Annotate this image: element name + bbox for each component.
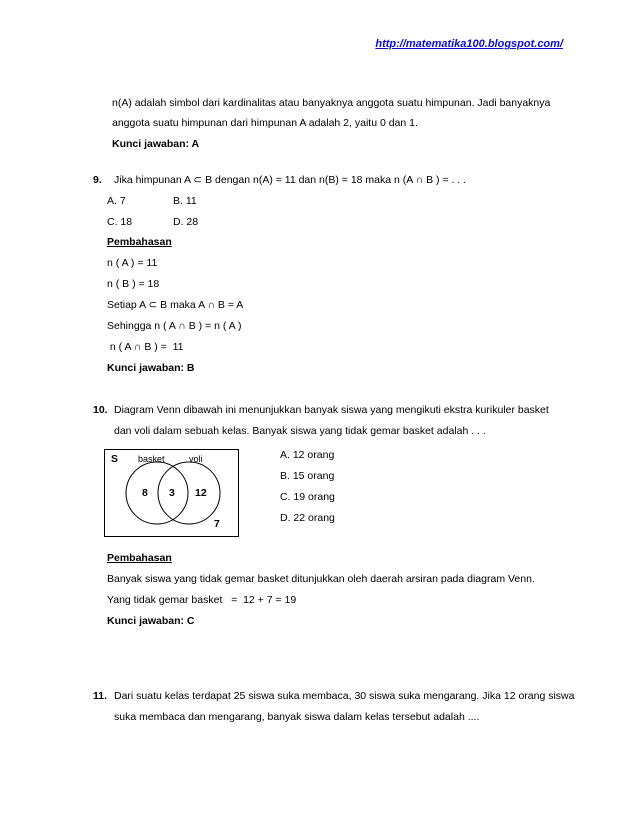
q9-option-a: A. 7 [107,195,126,207]
q9-option-b: B. 11 [173,195,197,207]
q10-option-d: D. 22 orang [280,512,335,524]
q9-step: Sehingga n ( A ∩ B ) = n ( A ) [107,320,242,332]
venn-universe-label: S [111,453,119,465]
prev-explanation-line-1: n(A) adalah simbol dari kardinalitas atau banyaknya anggota suatu himpunan. Jadi banyaknya [112,97,551,109]
prev-explanation-line-2: anggota suatu himpunan dari himpunan A adalah 2, yaitu 0 dan 1. [112,117,418,129]
venn-intersection-value: 3 [169,487,175,499]
venn-diagram [104,449,239,537]
q9-pembahasan-title: Pembahasan [107,236,172,248]
q11-question-line-2: suka membaca dan mengarang, banyak siswa dalam kelas tersebut adalah .... [114,711,480,723]
q10-number: 10. [93,404,108,416]
q9-step: n ( A ) = 11 [107,257,158,269]
venn-circle-basket [126,462,188,524]
venn-only-basket-value: 8 [142,487,148,499]
q9-step: n ( B ) = 18 [107,278,160,290]
header-url-link[interactable]: http://matematika100.blogspot.com/ [375,38,563,50]
q10-pembahasan-title: Pembahasan [107,552,172,564]
venn-only-voli-value: 12 [195,487,207,499]
q9-number: 9. [93,174,102,186]
q11-question-line-1: Dari suatu kelas terdapat 25 siswa suka membaca, 30 siswa suka mengarang. Jika 12 orang siswa [114,690,575,702]
venn-voli-label: voli [189,454,203,464]
q10-question-line-1: Diagram Venn dibawah ini menunjukkan banyak siswa yang mengikuti ekstra kurikuler basket [114,404,549,416]
q11-number: 11. [93,690,108,702]
q10-option-a: A. 12 orang [280,449,335,461]
q10-option-b: B. 15 orang [280,470,335,482]
q10-step: Yang tidak gemar basket = 12 + 7 = 19 [107,594,297,606]
venn-outside-value: 7 [214,518,220,530]
venn-circle-voli [158,462,220,524]
q10-option-c: C. 19 orang [280,491,335,503]
q10-answer-key: Kunci jawaban: C [107,615,195,627]
q9-step: Setiap A ⊂ B maka A ∩ B = A [107,299,244,311]
q9-answer-key: Kunci jawaban: B [107,362,195,374]
q9-option-d: D. 28 [173,216,199,228]
q10-step: Banyak siswa yang tidak gemar basket ditunjukkan oleh daerah arsiran pada diagram Venn. [107,573,535,585]
q9-step: n ( A ∩ B ) = 11 [107,341,184,353]
q10-question-line-2: dan voli dalam sebuah kelas. Banyak siswa yang tidak gemar basket adalah . . . [114,425,486,437]
prev-answer-key: Kunci jawaban: A [112,138,200,150]
q9-question: Jika himpunan A ⊂ B dengan n(A) = 11 dan n(B) = 18 maka n (A ∩ B ) = . . . [114,174,467,186]
venn-basket-label: basket [138,454,165,464]
q9-option-c: C. 18 [107,216,133,228]
